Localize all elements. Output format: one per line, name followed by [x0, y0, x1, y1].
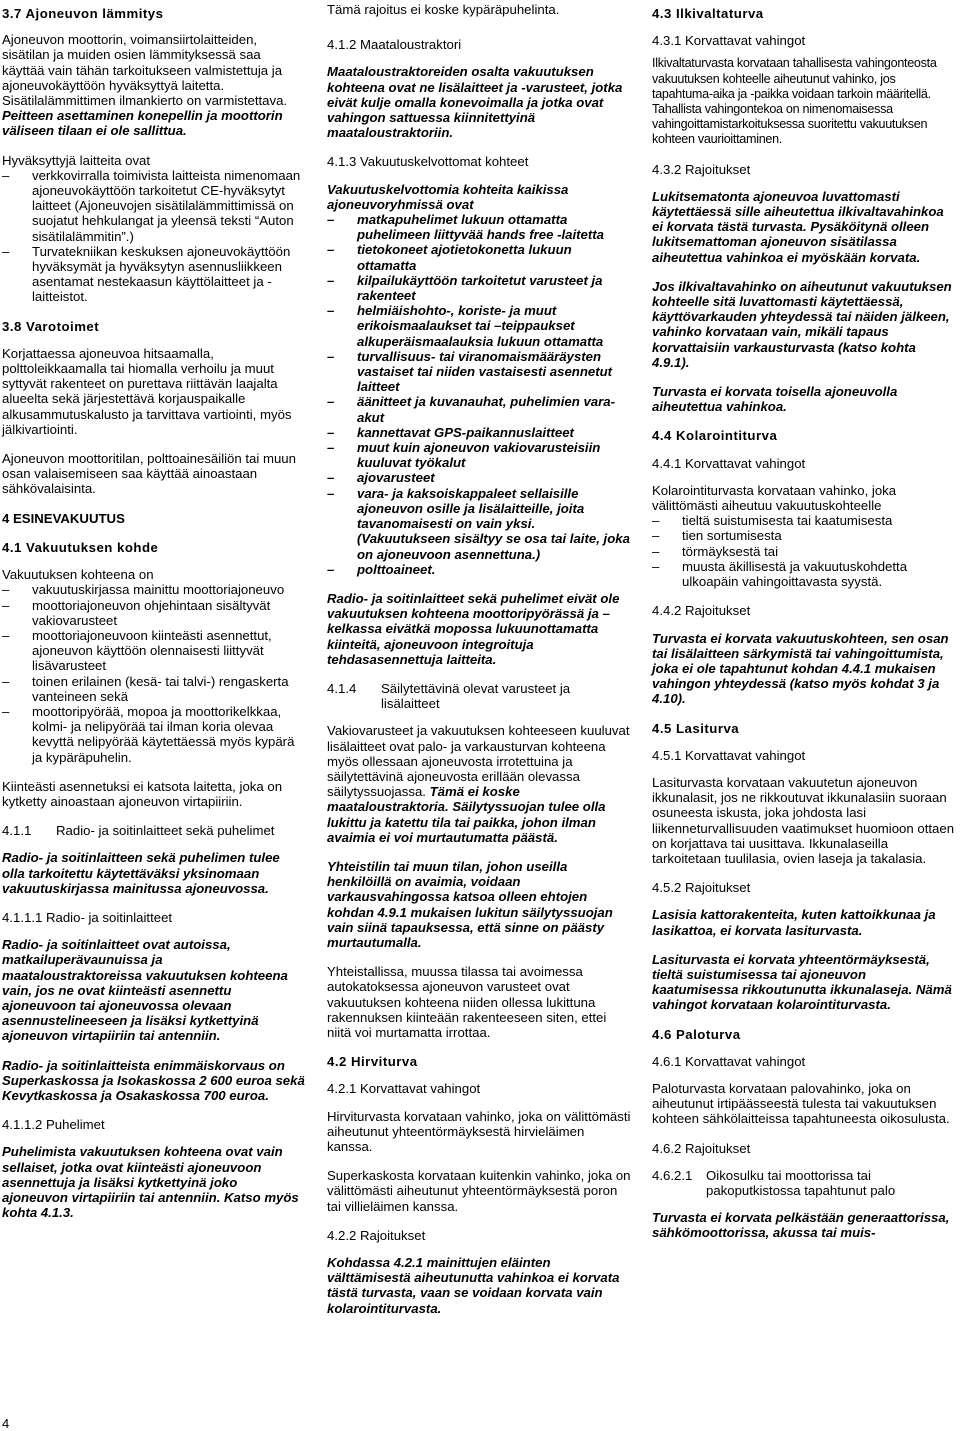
paragraph-emphasis: Radio- ja soitinlaitteista enimmäiskorvaus on Superkaskossa ja Isokaskossa 2 600 euroa sekä Kevytkaskossa ja Osakaskossa 700 euroa. [2, 1057, 305, 1103]
column-1 [2, 0, 305, 1234]
subsection-heading-4-4-1: 4.4.1 Korvattavat vahingot [652, 455, 806, 471]
paragraph: Kolarointiturvasta korvataan vahinko, joka välittömästi aiheutuu vakuutuskohteelle [652, 482, 897, 514]
paragraph-emphasis: Kohdassa 4.2.1 mainittujen eläinten välttämisestä aiheutunutta vahinkoa ei korvata tästä turvasta, vaan se voidaan korvata vain kolarointiturvasta. [327, 1255, 620, 1316]
column-2 [327, 0, 632, 1330]
paragraph: Ajoneuvon moottoritilan, polttoainesäiliön tai muun osan valaisemiseen saa käyttää ainoastaan sähkövalaisinta. [2, 451, 296, 497]
paragraph-emphasis: Maataloustraktoreiden osalta vakuutuksen kohteena ovat ne lisälaitteet ja -varusteet, jotka eivät kulje omalla konevoimalla ja jotka ovat vahingon sattuessa kiinnitettyinä maataloustraktoriin. [327, 64, 623, 141]
list-item: – vakuutuskirjassa mainittu moottoriajoneuvo [2, 582, 305, 597]
paragraph-emphasis: Tämä ei koske maataloustraktoria. Säilytyssuojan tulee olla lukittu ja katettu tila tai paikka, johon ilman avaimia ei voi murtautumatta päästä. [327, 784, 606, 845]
list-item: – ajovarusteet [327, 470, 632, 485]
paragraph [327, 723, 632, 845]
heading-number: 4.1.4 [327, 680, 357, 696]
bullet-list [2, 582, 305, 764]
subsection-heading-4-2-2: 4.2.2 Rajoitukset [327, 1227, 426, 1243]
list-item: – turvallisuus- tai viranomaismääräysten vastaiset tai niiden vastaisesti asennetut laitteet [327, 349, 632, 395]
paragraph: Ajoneuvon moottorin, voimansiirtolaitteiden, sisätilan ja muiden osien lämmityksessä saa käyttää vain tähän tarkoitukseen valmistettuja ja ajoneuvokäyttöön hyväksyttyä laitetta. Sisätilalämmittimen ilmankierto on varmistettava. [2, 32, 288, 109]
list-item: – kannettavat GPS-paikannuslaitteet [327, 425, 632, 440]
subsection-heading-4-2-1: 4.2.1 Korvattavat vahingot [327, 1081, 481, 1097]
section-heading-4-2: 4.2 Hirviturva [327, 1054, 418, 1070]
subsection-heading-4-6-1: 4.6.1 Korvattavat vahingot [652, 1053, 806, 1069]
section-heading-4-4: 4.4 Kolarointiturva [652, 428, 778, 444]
paragraph-emphasis: Turvasta ei korvata vakuutuskohteen, sen osan tai lisälaitteen särkymistä tai vahingoittumista, joka ei ole tapahtunut kohdan 4.4.1 mukaisen vahingon yhteydessä (katso myös kohdat 3 ja 4.10). [652, 630, 949, 707]
list-item: – törmäyksestä tai [652, 544, 956, 559]
list-item: – verkkovirralla toimivista laitteista nimenomaan ajoneuvokäyttöön tarkoitetut CE-hyväksytyt laitteet (Ajoneuvojen sisätilalämmittimissä on suojatut hehkulangat ja yleensä teksti “Auton sisätilalämmitin”.) [2, 168, 305, 244]
paragraph-emphasis: Radio- ja soitinlaitteet ovat autoissa, matkailuperävaunuissa ja maataloustraktoreissa vakuutuksen kohteena vain, jos ne ovat kiinteästi asennettu ajoneuvoon tai ajoneuvossa olevaan asennustelineeseen ja lisäksi kytkettyinä ajoneuvon virtapiiriin tai antenniin. [2, 937, 288, 1044]
paragraph-emphasis: Lasisia kattorakenteita, kuten kattoikkunaa ja lasikattoa, ei korvata lasiturvasta. [652, 907, 936, 938]
paragraph-emphasis: Turvasta ei korvata pelkästään generaattorissa, sähkömoottorissa, akussa tai muis- [652, 1210, 950, 1241]
list-item: – moottoripyörää, mopoa ja moottorikelkkaa, kolmi- ja nelipyörää tai ilman koria olevaa kevyttä nelipyörää käytettäessä myös kypärä ja kypäräpuhelin. [2, 704, 305, 765]
paragraph-emphasis: Radio- ja soitinlaitteen sekä puhelimen tulee olla tarkoitettu käytettäväksi yksinomaan vakuutuskirjassa mainitussa ajoneuvossa. [2, 850, 280, 896]
paragraph: Lasiturvasta korvataan vakuutetun ajoneuvon ikkunalasit, jos ne rikkoutuvat ikkunalasiin suoraan osuneesta iskusta, joka johdosta lasi liikenneturvallisuuden vaatimukset huomioon ottaen on korjattava tai uusittava. Ikkunalaseilla tarkoitetaan tuulilasia, ovien laseja ja takalasia. [652, 774, 955, 866]
column-3 [652, 0, 956, 1255]
paragraph: Kiinteästi asennetuksi ei katsota laitetta, joka on kytketty ainoastaan ajoneuvon virtapiiriin. [2, 778, 283, 809]
list-item: – polttoaineet. [327, 562, 632, 577]
paragraph-text: Vakiovarusteet ja vakuutuksen kohteeseen kuuluvat lisälaitteet ovat palo- ja varkausturvan kohteena myös ollessaan ajoneuvosta irrotettuina ja säilytettävinä ajoneuvosta erillään olevassa säilytyssuojassa. [327, 723, 630, 800]
list-item: – vara- ja kaksoiskappaleet sellaisille ajoneuvon osille ja lisälaitteille, joita tavanomaisesti on vain yksi. (Vakuutukseen sisältyy se osa tai laite, joka on ajoneuvoon asennettuna.) [327, 486, 632, 562]
section-heading-3-8: 3.8 Varotoimet [2, 318, 100, 334]
subsection-heading-4-5-2: 4.5.2 Rajoitukset [652, 880, 751, 896]
section-heading-4-6: 4.6 Paloturva [652, 1026, 741, 1042]
heading-number: 4.1.1 [2, 823, 32, 839]
bullet-list [2, 168, 305, 305]
paragraph-emphasis: Radio- ja soitinlaitteet sekä puhelimet eivät ole vakuutuksen kohteena moottoripyörässä ja –kelkassa eivätkä mopossa lukuunottamatta kiinteitä, ajoneuvoon integroituja tehdasasennettuja laitteita. [327, 590, 620, 667]
list-item: – muusta äkillisestä ja vakuutuskohdetta ulkoapäin vahingoittavasta syystä. [652, 559, 956, 589]
list-item: – tietokoneet ajotietokonetta lukuun ottamatta [327, 242, 632, 272]
subsection-heading-4-1-2: 4.1.2 Maataloustraktori [327, 37, 462, 53]
list-item: – tieltä suistumisesta tai kaatumisesta [652, 513, 956, 528]
paragraph-emphasis: Vakuutuskelvottomia kohteita kaikissa ajoneuvoryhmissä ovat [327, 181, 569, 212]
bullet-list [652, 513, 956, 589]
subsection-heading-4-1-1-2: 4.1.1.2 Puhelimet [2, 1117, 105, 1133]
subsection-heading-4-1-1-1: 4.1.1.1 Radio- ja soitinlaitteet [2, 909, 173, 925]
subsection-heading-4-6-2-1 [652, 1168, 956, 1198]
paragraph: Tämä rajoitus ei koske kypäräpuhelinta. [327, 2, 560, 17]
paragraph-emphasis: Yhteistilin tai muun tilan, johon useilla henkilöillä on avaimia, voidaan varkausvahingossa katsoa olleen ehtojen kohdan 4.9.1 mukaisen lukitun säilytyssuojan vain siinä tapauksessa, että sinne on päästy murtautumalla. [327, 858, 613, 950]
heading-title: Oikosulku tai moottorissa tai pakoputkistossa tapahtunut palo [706, 1167, 896, 1198]
subsection-heading-4-4-2: 4.4.2 Rajoitukset [652, 603, 751, 619]
paragraph: Korjattaessa ajoneuvoa hitsaamalla, polttoleikkaamalla tai hiomalla verhoilu ja muut syttyvät rakenteet on purettava riittävän laajalta alueelta sekä järjestettävä korjauspaikalle alkusammutuskalusto ja tarvittava vartiointi, myös jälkivartiointi. [2, 345, 292, 437]
bullet-list [327, 212, 632, 577]
list-item: – Turvatekniikan keskuksen ajoneuvokäyttöön hyväksymät ja hyväksytyn asennusliikkeen asentamat nestekaasun käyttölaitteet ja -laitteistot. [2, 244, 305, 305]
paragraph-emphasis: Puhelimista vakuutuksen kohteena ovat vain sellaiset, jotka ovat kiinteästi ajoneuvoon asennettuja ja lisäksi kytkettyinä joko ajoneuvon virtapiiriin tai antenniin. Katso myös kohta 4.1.3. [2, 1144, 299, 1221]
paragraph-emphasis: Peitteen asettaminen konepellin ja moottorin väliseen tilaan ei ole sallittua. [2, 108, 283, 139]
paragraph: Hirviturvasta korvataan vahinko, joka on välittömästi aiheutunut yhteentörmäyksestä hirvieläimen kanssa. [327, 1108, 631, 1154]
heading-number: 4.6.2.1 [652, 1167, 693, 1183]
list-item: – kilpailukäyttöön tarkoitetut varusteet ja rakenteet [327, 273, 632, 303]
page-number: 4 [2, 1416, 10, 1431]
subsection-heading-4-1-1 [2, 823, 305, 838]
list-item: – tien sortumisesta [652, 528, 956, 543]
heading-title: Radio- ja soitinlaitteet sekä puhelimet [56, 823, 275, 839]
list-item: – toinen erilainen (kesä- tai talvi-) rengaskerta vanteineen sekä [2, 674, 305, 704]
list-item: – äänitteet ja kuvanauhat, puhelimien vara-akut [327, 394, 632, 424]
paragraph: Superkaskosta korvataan kuitenkin vahinko, joka on välittömästi aiheutunut yhteentörmäyksestä poron tai villieläimen kanssa. [327, 1168, 631, 1214]
subsection-heading-4-3-1: 4.3.1 Korvattavat vahingot [652, 33, 806, 49]
subsection-heading-4-3-2: 4.3.2 Rajoitukset [652, 161, 751, 177]
heading-title: Säilytettävinä olevat varusteet ja lisälaitteet [381, 680, 571, 712]
section-heading-3-7: 3.7 Ajoneuvon lämmitys [2, 6, 164, 21]
subsection-heading-4-1-3: 4.1.3 Vakuutuskelvottomat kohteet [327, 154, 529, 170]
paragraph: Hyväksyttyjä laitteita ovat [2, 152, 151, 168]
paragraph-emphasis: Lukitsematonta ajoneuvoa luvattomasti käytettäessä sille aiheutettua ilkivaltavahinkoa ei korvata tästä turvasta. Pysäköitynä olleen lukitsemattoman ajoneuvon sisätilassa aiheutettua vahinkoa ei myöskään korvata. [652, 188, 944, 265]
list-item: – matkapuhelimet lukuun ottamatta puhelimeen liittyvää hands free -laitetta [327, 212, 632, 242]
list-item: – helmiäishohto-, koriste- ja muut erikoismaalaukset tai –teippaukset alkuperäismaalauksia lukuun ottamatta [327, 303, 632, 349]
chapter-heading-4: 4 ESINEVAKUUTUS [2, 510, 125, 526]
section-heading-4-5: 4.5 Lasiturva [652, 720, 740, 736]
subsection-heading-4-5-1: 4.5.1 Korvattavat vahingot [652, 747, 806, 763]
section-heading-4-1: 4.1 Vakuutuksen kohde [2, 539, 159, 555]
paragraph: Yhteistallissa, muussa tilassa tai avoimessa autokatoksessa ajoneuvon varusteet ovat vakuutuksen kohteena niiden ollessa lukittuna rakennuksen kiinteään rakenteeseen siten, ettei niitä voi murtamatta irrottaa. [327, 964, 607, 1040]
paragraph-emphasis: Lasiturvasta ei korvata yhteentörmäyksestä, tieltä suistumisessa tai ajoneuvon kaatumisessa rikkoutunutta ikkunalaseja. Nämä vahingot korvataan kolarointiturvasta. [652, 951, 952, 1013]
section-heading-4-3: 4.3 Ilkivaltaturva [652, 6, 764, 21]
paragraph: Ilkivaltaturvasta korvataan tahallisesta vahingonteosta vakuutuksen kohteelle aiheutunut vahinko, jos tapahtuma-aika ja -paikka voidaan tarkoin määritellä. Tahallista vahingontekoa on nimenomaisessa vahingoittamistarkoituksessa suoritettu vakuutuksen kohteen vaurioittaminen. [652, 56, 937, 147]
paragraph-emphasis: Turvasta ei korvata toisella ajoneuvolla aiheutettua vahinkoa. [652, 384, 898, 415]
subsection-heading-4-6-2: 4.6.2 Rajoitukset [652, 1140, 751, 1156]
subsection-heading-4-1-4 [327, 681, 632, 711]
list-item: – moottoriajoneuvoon kiinteästi asennettut, ajoneuvon käyttöön olennaisesti liittyvät lisävarusteet [2, 628, 305, 674]
paragraph: Paloturvasta korvataan palovahinko, joka on aiheutunut irtipäässeestä tulesta tai vakuutuksen kohteen sähkölaitteissa tapahtuneesta oikosulusta. [652, 1080, 950, 1127]
list-item: – muut kuin ajoneuvon vakiovarusteisiin kuuluvat työkalut [327, 440, 632, 470]
paragraph: Vakuutuksen kohteena on [2, 567, 154, 583]
list-item: – moottoriajoneuvon ohjehintaan sisältyvät vakiovarusteet [2, 598, 305, 628]
paragraph-emphasis: Jos ilkivaltavahinko on aiheutunut vakuutuksen kohteelle sitä luvattomasti käytettäessä, käyttövarkauden yhteydessä tai näiden jälkeen, vahinko korvataan vain, mikäli tapaus korvattaisiin varkausturvasta (katso kohta 4.9.1). [652, 278, 952, 370]
